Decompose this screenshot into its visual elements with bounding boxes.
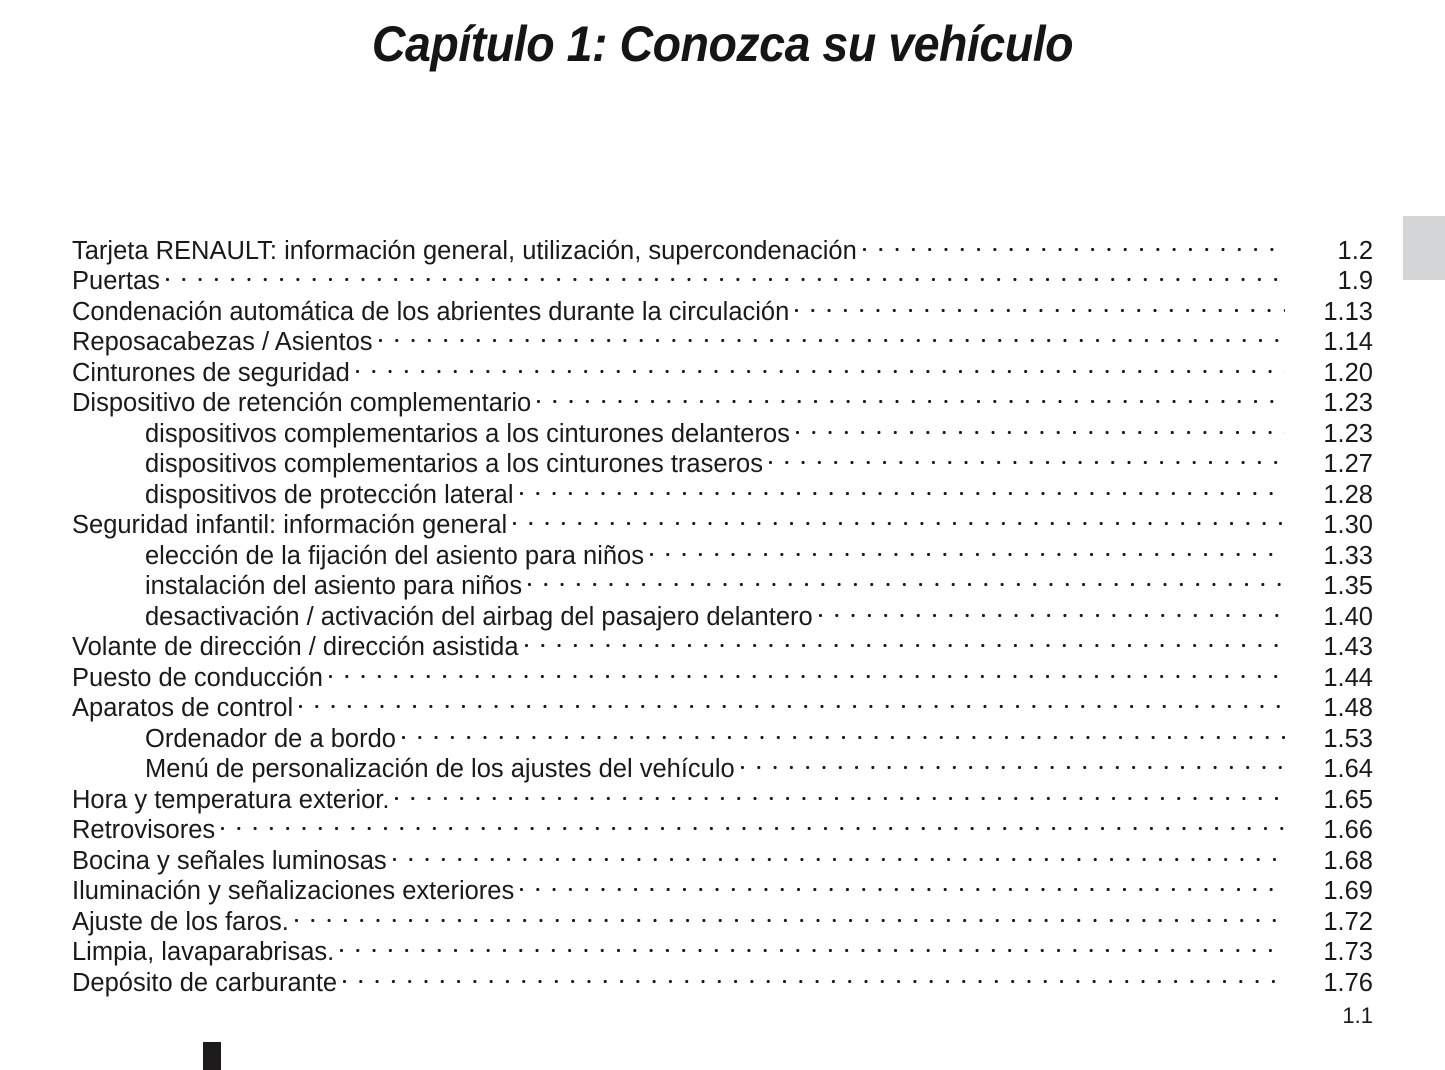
toc-entry-label: elección de la fijación del asiento para niños (145, 541, 644, 570)
toc-entry-label: desactivación / activación del airbag del pasajero delantero (145, 602, 813, 631)
toc-entry[interactable] (72, 411, 1373, 448)
toc-entry[interactable] (72, 228, 1373, 265)
toc-entry[interactable] (72, 716, 1373, 753)
toc-entry[interactable] (72, 838, 1373, 875)
toc-entry-label: Limpia, lavaparabrisas. (72, 938, 335, 966)
toc-entry-page-number: 1.65 (1323, 785, 1373, 814)
toc-dot-leader (221, 808, 1285, 839)
toc-dot-leader (356, 350, 1285, 381)
toc-entry-page-number: 1.64 (1323, 755, 1373, 783)
toc-entry-label: dispositivos complementarios a los cinturones delanteros (145, 419, 790, 448)
toc-entry-label: dispositivos de protección lateral (145, 480, 514, 509)
toc-dot-leader (650, 533, 1285, 564)
toc-dot-leader (343, 960, 1285, 991)
toc-entry-page-number: 1.2 (1337, 236, 1373, 265)
toc-entry-page-number: 1.35 (1323, 572, 1373, 600)
toc-entry[interactable] (72, 686, 1373, 722)
toc-dot-leader (513, 503, 1285, 534)
toc-entry-label: Seguridad infantil: información general (72, 511, 508, 539)
toc-dot-leader (525, 625, 1285, 656)
toc-entry[interactable] (72, 930, 1373, 966)
toc-entry-page-number: 1.48 (1323, 694, 1373, 722)
toc-dot-leader (402, 716, 1285, 747)
toc-entry-page-number: 1.14 (1323, 328, 1373, 356)
toc-entry-page-number: 1.44 (1323, 663, 1373, 692)
toc-dot-leader (395, 777, 1285, 808)
toc-dot-leader (295, 899, 1285, 930)
toc-entry-label: Aparatos de control (72, 694, 294, 722)
toc-entry-page-number: 1.23 (1323, 389, 1373, 417)
toc-entry-label: instalación del asiento para niños (145, 572, 523, 600)
toc-entry-page-number: 1.73 (1323, 938, 1373, 966)
toc-entry-label: Ajuste de los faros. (72, 907, 289, 936)
toc-entry-page-number: 1.72 (1323, 907, 1373, 936)
toc-entry[interactable] (72, 350, 1373, 387)
toc-entry-page-number: 1.76 (1323, 968, 1373, 997)
chapter-thumb-tab (1403, 216, 1445, 280)
toc-entry-page-number: 1.33 (1323, 541, 1373, 570)
toc-dot-leader (379, 320, 1285, 351)
toc-dot-leader (299, 686, 1285, 717)
toc-entry[interactable] (72, 869, 1373, 905)
toc-entry-label: Retrovisores (72, 816, 216, 844)
toc-dot-leader (329, 655, 1285, 686)
toc-entry-label: Depósito de carburante (72, 968, 338, 997)
toc-entry[interactable] (72, 259, 1373, 295)
toc-entry-page-number: 1.13 (1323, 297, 1373, 326)
toc-entry-page-number: 1.27 (1323, 450, 1373, 478)
toc-entry-label: Reposacabezas / Asientos (72, 328, 373, 356)
toc-entry[interactable] (72, 472, 1373, 509)
toc-entry-label: Tarjeta RENAULT: información general, utilización, supercondenación (72, 236, 857, 265)
toc-entry-page-number: 1.20 (1323, 358, 1373, 387)
toc-dot-leader (819, 594, 1285, 625)
toc-entry-page-number: 1.9 (1337, 267, 1373, 295)
toc-entry[interactable] (72, 625, 1373, 661)
toc-entry-label: Iluminación y señalizaciones exteriores (72, 877, 515, 905)
toc-entry[interactable] (72, 320, 1373, 356)
toc-entry[interactable] (72, 960, 1373, 997)
toc-entry-page-number: 1.68 (1323, 846, 1373, 875)
toc-entry-page-number: 1.43 (1323, 633, 1373, 661)
toc-entry-page-number: 1.28 (1323, 480, 1373, 509)
toc-dot-leader (340, 930, 1285, 961)
toc-entry[interactable] (72, 503, 1373, 539)
toc-entry-label: Volante de dirección / dirección asistida (72, 633, 519, 661)
toc-entry[interactable] (72, 747, 1373, 783)
toc-dot-leader (166, 259, 1285, 290)
toc-entry[interactable] (72, 655, 1373, 692)
toc-entry-page-number: 1.40 (1323, 602, 1373, 631)
toc-dot-leader (863, 228, 1285, 259)
toc-entry-label: Dispositivo de retención complementario (72, 389, 532, 417)
toc-dot-leader (741, 747, 1285, 778)
toc-dot-leader (520, 869, 1285, 900)
page-folio-number: 1.1 (1342, 1003, 1373, 1028)
toc-dot-leader (796, 411, 1285, 442)
page-title: Capítulo 1: Conozca su vehículo (371, 16, 1074, 72)
toc-entry[interactable] (72, 808, 1373, 844)
toc-entry-label: Ordenador de a bordo (145, 724, 396, 753)
toc-dot-leader (393, 838, 1285, 869)
toc-entry[interactable] (72, 442, 1373, 478)
toc-entry-label: Condenación automática de los abrientes durante la circulación (72, 297, 790, 326)
toc-entry-label: Puesto de conducción (72, 663, 323, 692)
toc-dot-leader (537, 381, 1285, 412)
toc-entry-page-number: 1.23 (1323, 419, 1373, 448)
toc-entry-page-number: 1.69 (1323, 877, 1373, 905)
toc-dot-leader (795, 289, 1285, 320)
toc-entry-page-number: 1.53 (1323, 724, 1373, 753)
toc-entry[interactable] (72, 564, 1373, 600)
toc-entry-label: Bocina y señales luminosas (72, 846, 387, 875)
table-of-contents (72, 228, 1373, 997)
print-register-mark (203, 1042, 221, 1070)
toc-entry-page-number: 1.66 (1323, 816, 1373, 844)
toc-entry-label: Puertas (72, 267, 160, 295)
toc-entry-label: dispositivos complementarios a los cinturones traseros (145, 450, 763, 478)
toc-entry-label: Menú de personalización de los ajustes del vehículo (145, 755, 735, 783)
toc-entry-page-number: 1.30 (1323, 511, 1373, 539)
toc-entry[interactable] (72, 899, 1373, 936)
toc-entry[interactable] (72, 289, 1373, 326)
toc-entry[interactable] (72, 381, 1373, 417)
toc-entry[interactable] (72, 533, 1373, 570)
toc-dot-leader (769, 442, 1285, 473)
toc-entry[interactable] (72, 594, 1373, 631)
toc-entry[interactable] (72, 777, 1373, 814)
toc-entry-label: Cinturones de seguridad (72, 358, 350, 387)
toc-dot-leader (520, 472, 1285, 503)
toc-entry-label: Hora y temperatura exterior. (72, 785, 390, 814)
toc-dot-leader (528, 564, 1285, 595)
